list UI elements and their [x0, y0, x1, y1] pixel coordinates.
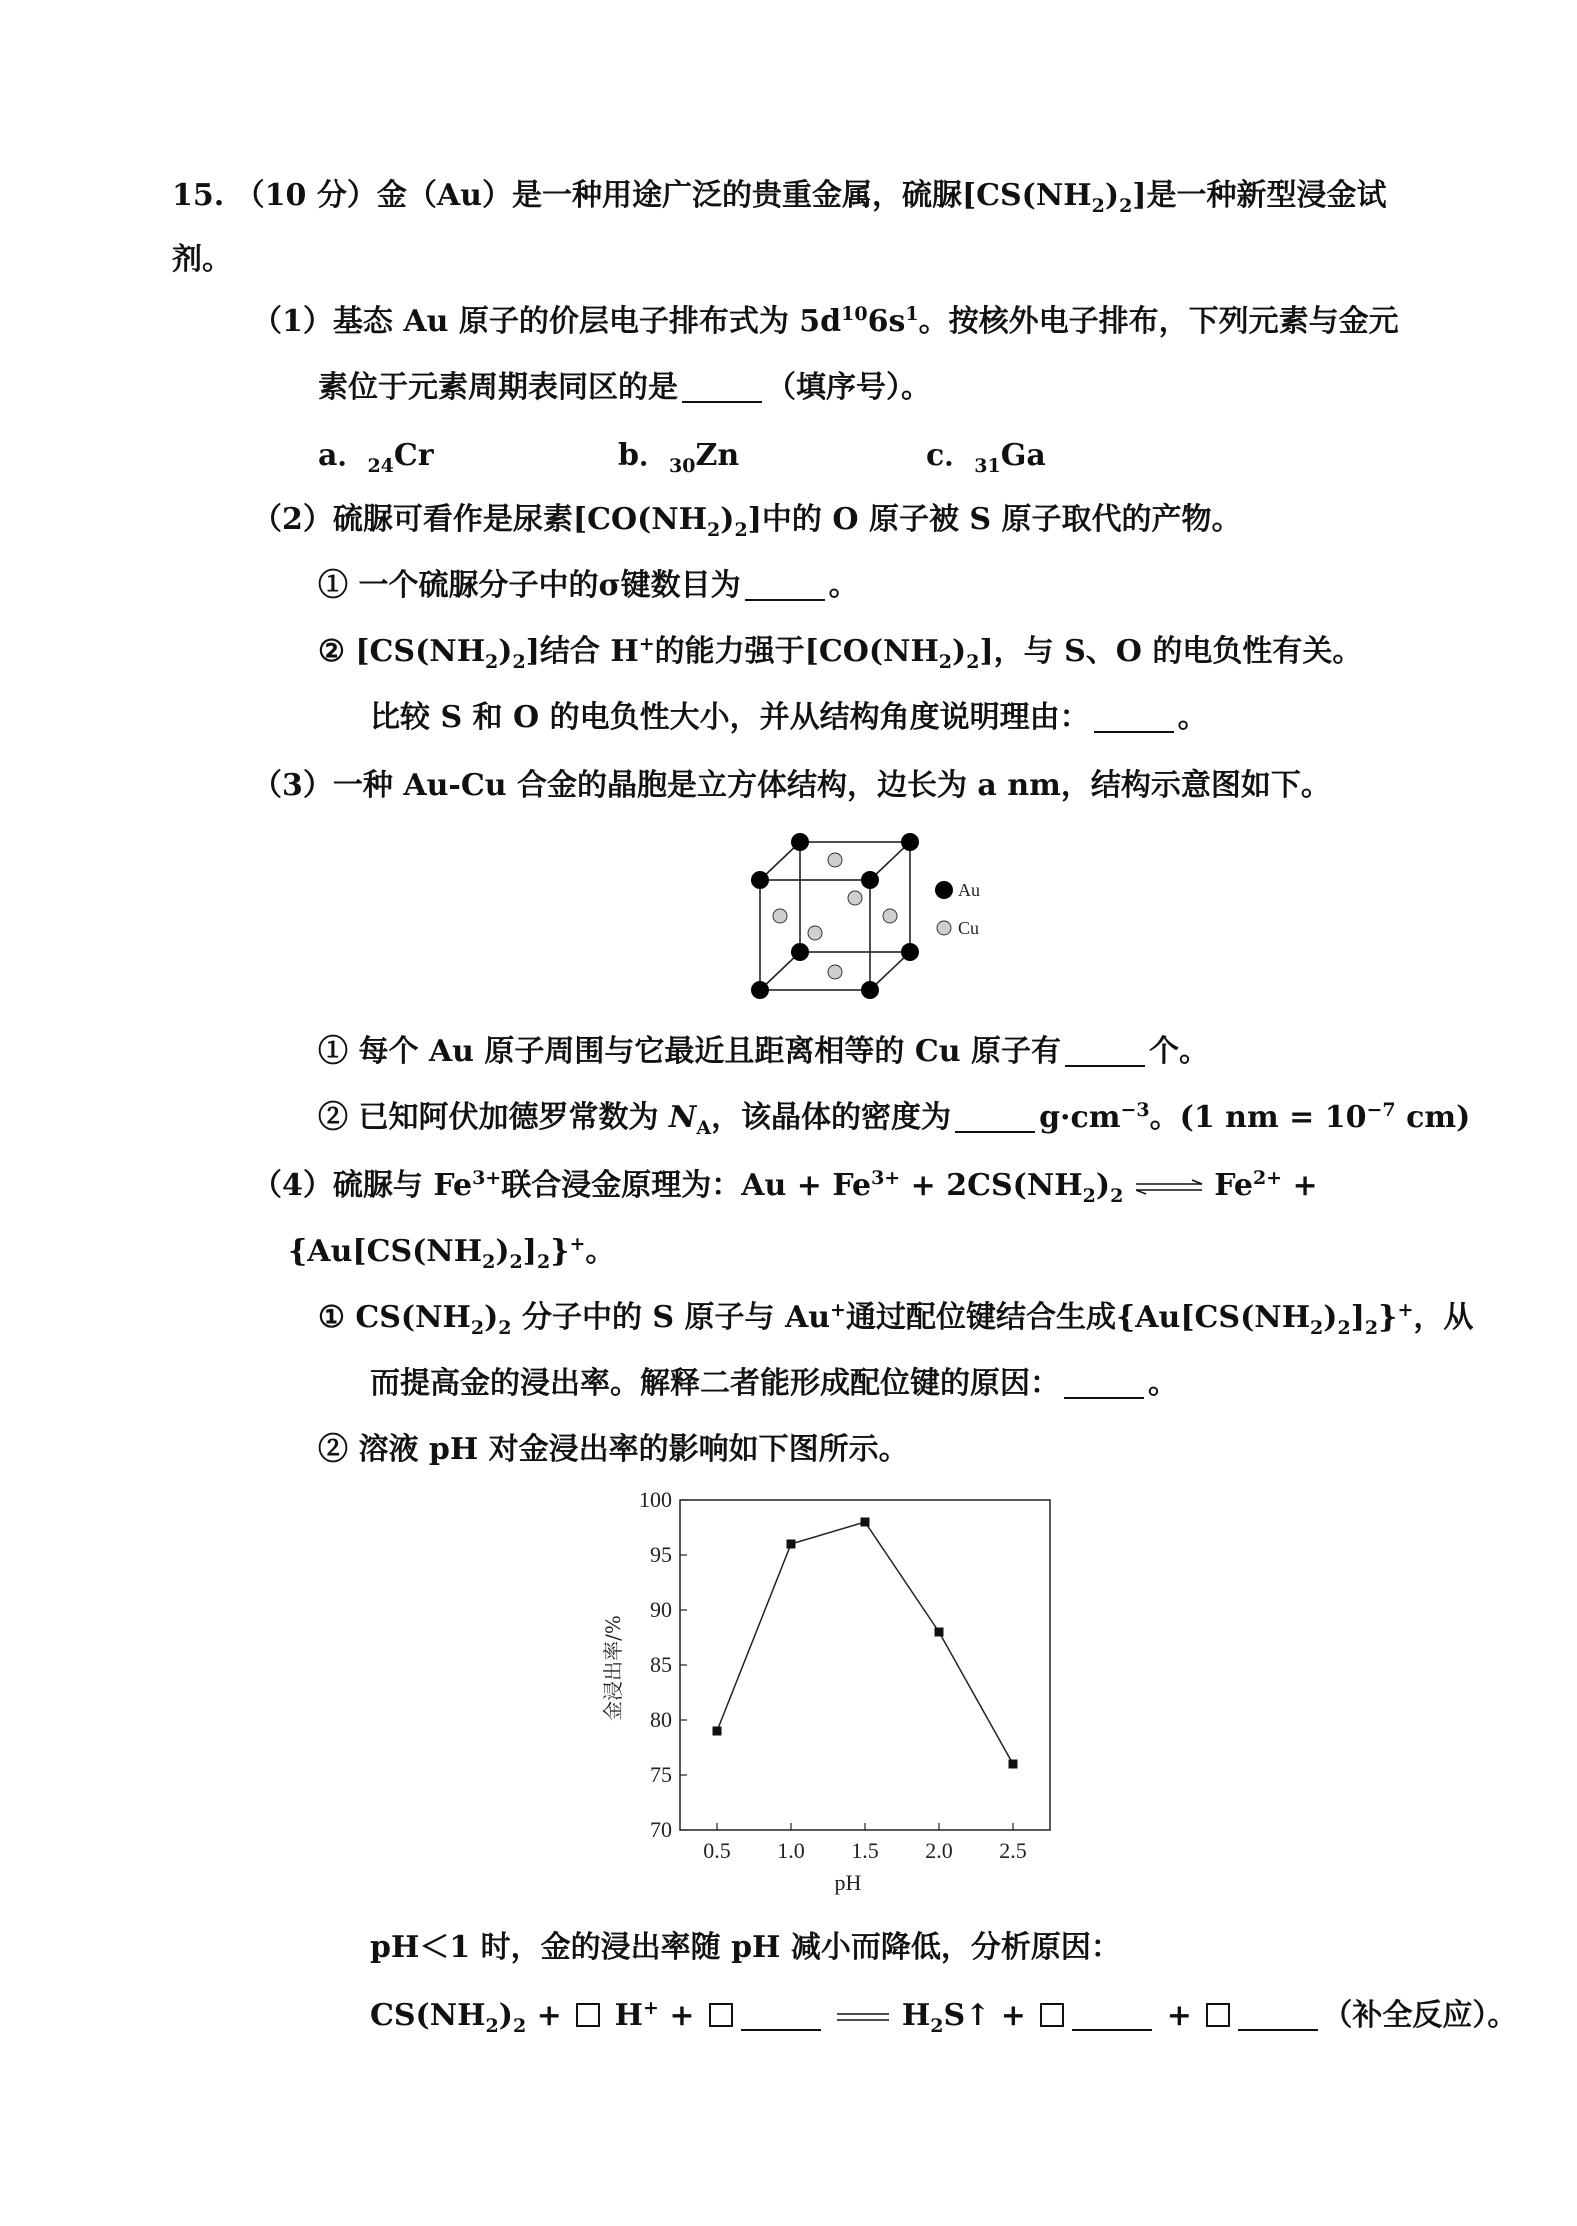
cu-atom [883, 909, 897, 923]
answer-blank[interactable] [741, 1999, 821, 2031]
legend-cu-marker [937, 921, 951, 935]
cu-atom [828, 853, 842, 867]
chart-frame [680, 1500, 1050, 1830]
legend-cu-label: Cu [958, 918, 980, 938]
answer-blank[interactable] [745, 569, 825, 601]
chart-xtick-label: 1.5 [851, 1838, 879, 1863]
coefficient-box[interactable] [1206, 2003, 1230, 2027]
chart-xtick-label: 0.5 [703, 1838, 731, 1863]
part3-sub1: ① 每个 Au 原子周围与它最近且距离相等的 Cu 原子有 个。 [318, 1034, 1209, 1069]
part2-sub1: ① 一个硫脲分子中的σ键数目为 。 [318, 568, 859, 603]
coefficient-box[interactable] [709, 2003, 733, 2027]
chart-ytick-label: 95 [650, 1542, 672, 1567]
equilibrium-arrow [1134, 1179, 1204, 1195]
part4-sub1-line2: 而提高金的浸出率。解释二者能形成配位键的原因： 。 [370, 1366, 1178, 1401]
option-c: c．$_{31}$Ga [926, 438, 1046, 477]
leach-rate-chart [590, 1488, 1070, 1898]
answer-blank[interactable] [1238, 1999, 1318, 2031]
chart-xtick-label: 2.0 [925, 1838, 953, 1863]
part4-sub1: ① $CS(NH_2)_2$ 分子中的 S 原子与 Au+通过配位键结合生成$\{Au[CS(NH_2)_2]_2\}^+$，从 [318, 1299, 1474, 1339]
question-intro: 金（Au）是一种用途广泛的贵重金属，硫脲$[CS(NH_2)_2]$是一种新型浸金试 [376, 178, 1387, 217]
part4-sub2: ② 溶液 pH 对金浸出率的影响如下图所示。 [318, 1432, 909, 1467]
part4-line2: $\{Au[CS(NH_2)_2]_2\}^+$。 [288, 1233, 616, 1273]
chart-xtick-label: 2.5 [999, 1838, 1027, 1863]
chart-xtick-label: 1.0 [777, 1838, 805, 1863]
answer-blank[interactable] [682, 371, 762, 403]
au-atom [751, 871, 769, 889]
chart-ytick-label: 75 [650, 1762, 672, 1787]
answer-blank[interactable] [1065, 1035, 1145, 1067]
part4-label: （4） [252, 1168, 333, 1203]
chart-point [713, 1727, 722, 1736]
chart-series-line [717, 1522, 1013, 1764]
chart-ytick-label: 100 [639, 1488, 672, 1512]
au-atom [791, 943, 809, 961]
au-atom [901, 833, 919, 851]
cu-atom [808, 926, 822, 940]
chart-ytick-label: 90 [650, 1597, 672, 1622]
chart-xlabel: pH [834, 1870, 862, 1895]
coefficient-box[interactable] [1040, 2003, 1064, 2027]
legend-au-marker [935, 881, 953, 899]
question-points: （10 分） [234, 178, 377, 213]
chart-ytick-label: 85 [650, 1652, 672, 1677]
part3-line1: （3）一种 Au-Cu 合金的晶胞是立方体结构，边长为 a nm，结构示意图如下。 [252, 768, 1331, 803]
cu-atom [773, 909, 787, 923]
answer-blank[interactable] [955, 1101, 1035, 1133]
au-atom [861, 981, 879, 999]
coefficient-box[interactable] [576, 2003, 600, 2027]
crystal-cell-figure [730, 830, 1030, 1010]
cu-atom [828, 965, 842, 979]
question-intro-cont: 剂。 [172, 242, 232, 277]
chart-ytick-label: 70 [650, 1817, 672, 1842]
chart-point [861, 1518, 870, 1527]
part4-analysis: pH＜1 时，金的浸出率随 pH 减小而降低，分析原因： [370, 1930, 1121, 1965]
part1-line2: 素位于元素周期表同区的是 （填序号）。 [318, 370, 931, 405]
equals-arrow [835, 2010, 891, 2024]
chart-point [787, 1540, 796, 1549]
au-atom [901, 943, 919, 961]
part3-sub2: ② 已知阿伏加德罗常数为 $N_A$，该晶体的密度为 $g\cdot cm^{-3}$。(1 nm = $10^{-7}$ cm) [318, 1099, 1471, 1139]
cu-atom [848, 891, 862, 905]
answer-blank[interactable] [1072, 1999, 1152, 2031]
part3-label: （3） [252, 768, 333, 803]
au-atom [751, 981, 769, 999]
part1-label: （1） [252, 304, 333, 339]
part2-line1: （2）硫脲可看作是尿素$[CO(NH_2)_2]$中的 O 原子被 S 原子取代的产物。 [252, 502, 1242, 541]
question-header [172, 176, 1387, 216]
chart-point [1009, 1760, 1018, 1769]
option-b: b．$_{30}$Zn [618, 438, 740, 477]
answer-blank[interactable] [1094, 701, 1174, 733]
part2-sub2: ② $[CS(NH_2)_2]$结合 H+的能力强于$[CO(NH_2)_2]$，与 S、O 的电负性有关。 [318, 633, 1363, 673]
question-number: 15. [172, 178, 225, 213]
part4-equation: $CS(NH_2)_2 + H^+$ + $H_2S↑$ + + （补全反应）。 [370, 1997, 1518, 2037]
au-atom [791, 833, 809, 851]
chart-ytick-label: 80 [650, 1707, 672, 1732]
chart-ylabel: 金浸出率/% [601, 1615, 625, 1721]
legend-au-label: Au [958, 880, 980, 900]
chart-point [935, 1628, 944, 1637]
option-a: a．$_{24}$Cr [318, 438, 434, 477]
part4-line1: （4）硫脲与 $Fe^{3+}$联合浸金原理为：$Au + Fe^{3+} + 2CS(NH_2)_2$ $Fe^{2+}$ + [252, 1167, 1318, 1207]
part2-label: （2） [252, 502, 333, 537]
part2-sub2-line2: 比较 S 和 O 的电负性大小，并从结构角度说明理由： 。 [370, 700, 1208, 735]
part1-line1: （1）基态 Au 原子的价层电子排布式为 $5d^{10}6s^1$。按核外电子排布，下列元素与金元 [252, 303, 1399, 339]
au-atom [861, 871, 879, 889]
answer-blank[interactable] [1064, 1367, 1144, 1399]
